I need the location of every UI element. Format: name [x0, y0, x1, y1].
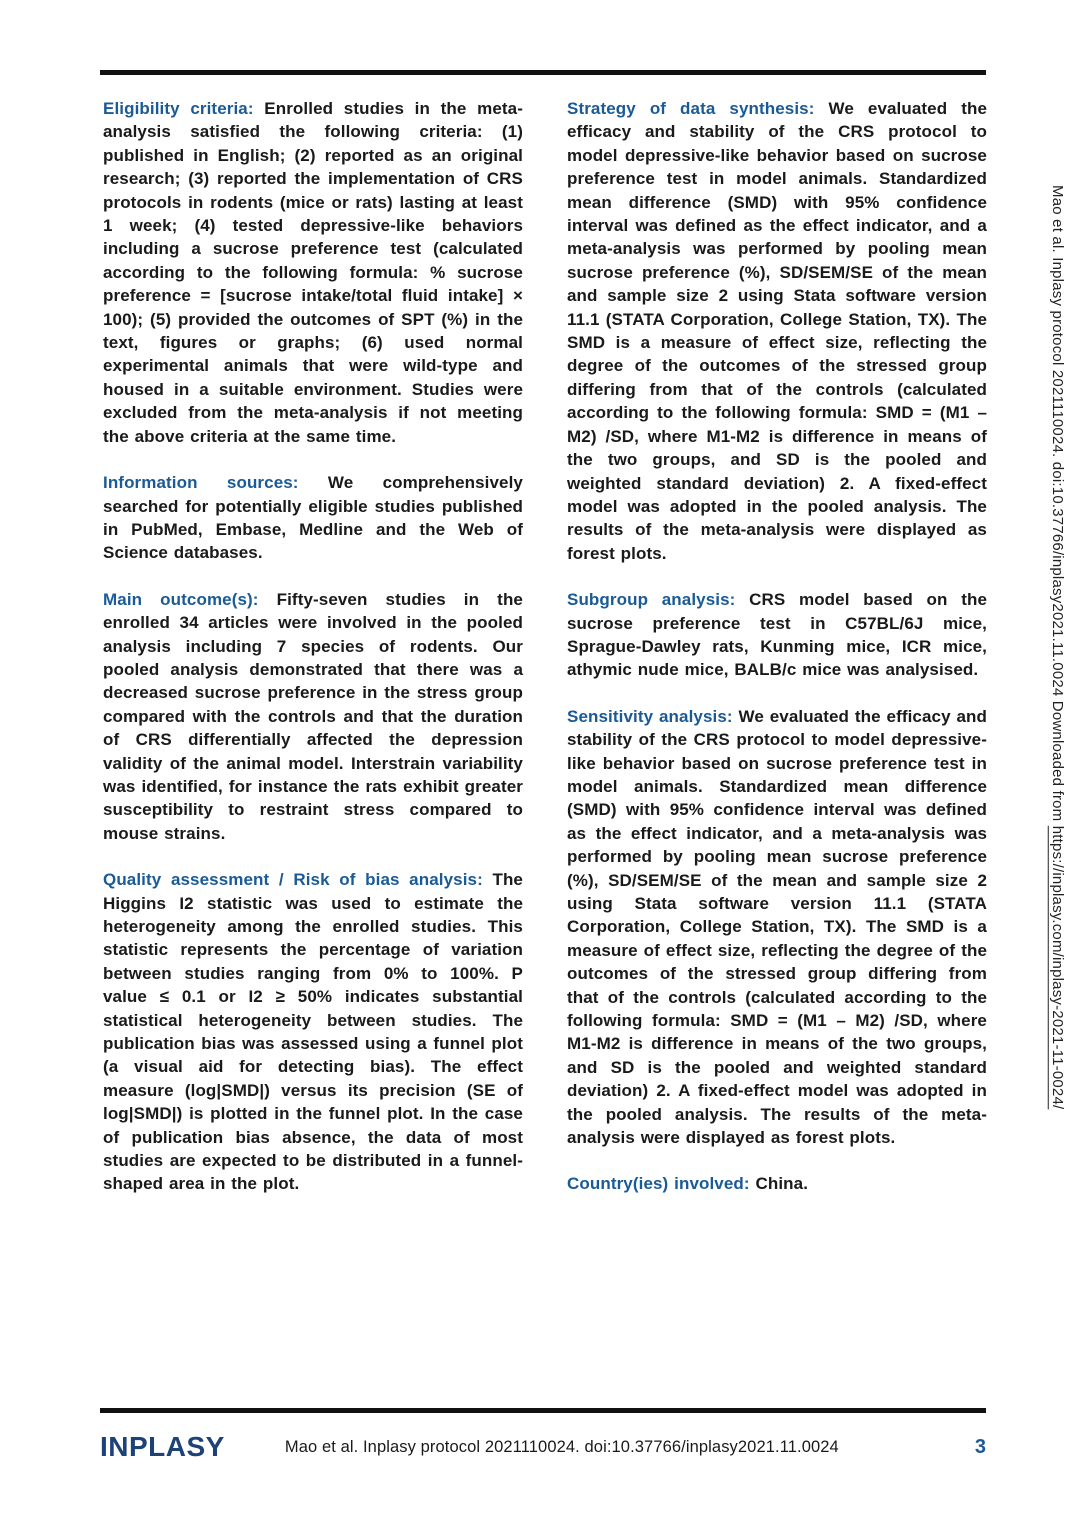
vertical-citation-text: Mao et al. Inplasy protocol 2021110024. doi:10.37766/inplasy2021.11.0024 Downloaded from — [1049, 185, 1066, 826]
section-body-information-sources: We comprehensively searched for potentially eligible studies published in PubMed, Embase, Medline and the Web of Science databases. — [103, 473, 523, 563]
section-body-sensitivity-analysis: We evaluated the efficacy and stability of the CRS protocol to model depressive-like behavior based on sucrose preference test in model animals. Standardized mean difference (SMD) with 95% confidence interval was defined as the effect indicator, and a meta-analysis was performed by pooling mean sucrose preference (%), SD/SEM/SE of the mean and sample size 2 using Stata software version 11.1 (STATA Corporation, College Station, TX). The SMD is a measure of effect size, reflecting the degree of the outcomes of the stressed group differing from that of the controls (calculated according to the following formula: SMD = (M1 – M2) /SD, where M1-M2 is difference in means of the two groups, and SD is the pooled and weighted standard deviation) 2. A fixed-effect model was adopted in the pooled analysis. The results of the meta-analysis were displayed as forest plots. — [567, 706, 987, 1148]
right-column — [567, 97, 987, 1196]
section-subgroup-analysis — [567, 588, 987, 682]
section-countries-involved — [567, 1172, 987, 1195]
section-heading-eligibility-criteria: Eligibility criteria: — [103, 99, 254, 118]
section-body-strategy-data-synthesis: We evaluated the efficacy and stability of the CRS protocol to model depressive-like behavior based on sucrose preference test in model animals. Standardized mean difference (SMD) with 95% confidence interval was defined as the effect indicator, and a meta-analysis was performed by pooling mean sucrose preference (%), SD/SEM/SE of the mean and sample size 2 using Stata software version 11.1 (STATA Corporation, College Station, TX). The SMD is a measure of effect size, reflecting the degree of the outcomes of the stressed group differing from that of the controls (calculated according to the following formula: SMD = (M1 – M2) /SD, where M1-M2 is difference in means of the two groups, and SD is the pooled and weighted standard deviation) 2. A fixed-effect model was adopted in the pooled analysis. The results of the meta-analysis were displayed as forest plots. — [567, 99, 988, 563]
section-body-subgroup-analysis: CRS model based on the sucrose preference test in C57BL/6J mice, Sprague-Dawley rats, Kunming mice, ICR mice, athymic nude mice, BALB/c mice was analysised. — [567, 590, 987, 680]
page-footer — [100, 1425, 986, 1469]
section-body-eligibility-criteria: Enrolled studies in the meta-analysis satisfied the following criteria: (1) published in English; (2) reported as an original research; (3) reported the implementation of CRS protocols in rodents (mice or rats) lasting at least 1 week; (4) tested depressive-like behaviors including a sucrose preference test (calculated according to the following formula: % sucrose preference = [sucrose intake/total fluid intake] × 100); (5) provided the outcomes of SPT (%) in the text, figures or graphs; (6) used normal experimental animals that were wild-type and housed in a suitable environment. Studies were excluded from the meta-analysis if not meeting the above criteria at the same time. — [103, 99, 523, 446]
section-heading-subgroup-analysis: Subgroup analysis: — [567, 590, 736, 610]
page-number: 3 — [974, 1435, 986, 1458]
section-heading-quality-assessment: Quality assessment / Risk of bias analysis: — [103, 870, 483, 890]
section-heading-countries-involved: Country(ies) involved: — [567, 1174, 750, 1194]
two-column-content — [103, 97, 987, 1196]
inplasy-logo: INPLASY — [100, 1431, 225, 1462]
section-main-outcomes — [103, 588, 523, 845]
section-body-quality-assessment: The Higgins I2 statistic was used to estimate the heterogeneity among the enrolled studies. This statistic represents the percentage of variation between studies ranging from 0% to 100%. P value ≤ 0.1 or I2 ≥ 50% indicates substantial statistical heterogeneity between studies. The publication bias was assessed using a funnel plot (a visual aid for detecting bias). The effect measure (log|SMD|) versus its precision (SE of log|SMD|) is plotted in the funnel plot. In the case of publication bias absence, the data of most studies are expected to be distributed in a funnel-shaped area in the plot. — [103, 870, 523, 1194]
footer-citation: Mao et al. Inplasy protocol 2021110024. doi:10.37766/inplasy2021.11.0024 — [284, 1437, 839, 1456]
section-heading-sensitivity-analysis: Sensitivity analysis: — [567, 706, 733, 726]
top-horizontal-rule — [100, 70, 986, 75]
section-sensitivity-analysis — [567, 705, 987, 1150]
section-information-sources — [103, 471, 523, 565]
footer-horizontal-rule — [100, 1408, 986, 1413]
section-body-countries-involved: China. — [755, 1174, 809, 1194]
vertical-citation-link[interactable]: https://inplasy.com/inplasy-2021-11-0024/ — [1049, 825, 1066, 1110]
vertical-citation-sidebar — [1049, 185, 1066, 1109]
left-column — [103, 97, 523, 1196]
section-quality-assessment — [103, 868, 523, 1196]
section-heading-main-outcomes: Main outcome(s): — [103, 589, 259, 609]
section-eligibility-criteria — [103, 97, 523, 448]
section-strategy-data-synthesis — [567, 97, 987, 565]
section-body-main-outcomes: Fifty-seven studies in the enrolled 34 articles were involved in the pooled analysis including 7 species of rodents. Our pooled analysis demonstrated that there was a decreased sucrose preference in the stress group compared with the controls and that the duration of CRS differentially affected the depression validity of the animal model. Interstrain variability was identified, for instance the rats exhibit greater susceptibility to restraint stress compared to mouse strains. — [103, 589, 523, 843]
section-heading-strategy-data-synthesis: Strategy of data synthesis: — [567, 99, 815, 118]
section-heading-information-sources: Information sources: — [103, 473, 299, 493]
